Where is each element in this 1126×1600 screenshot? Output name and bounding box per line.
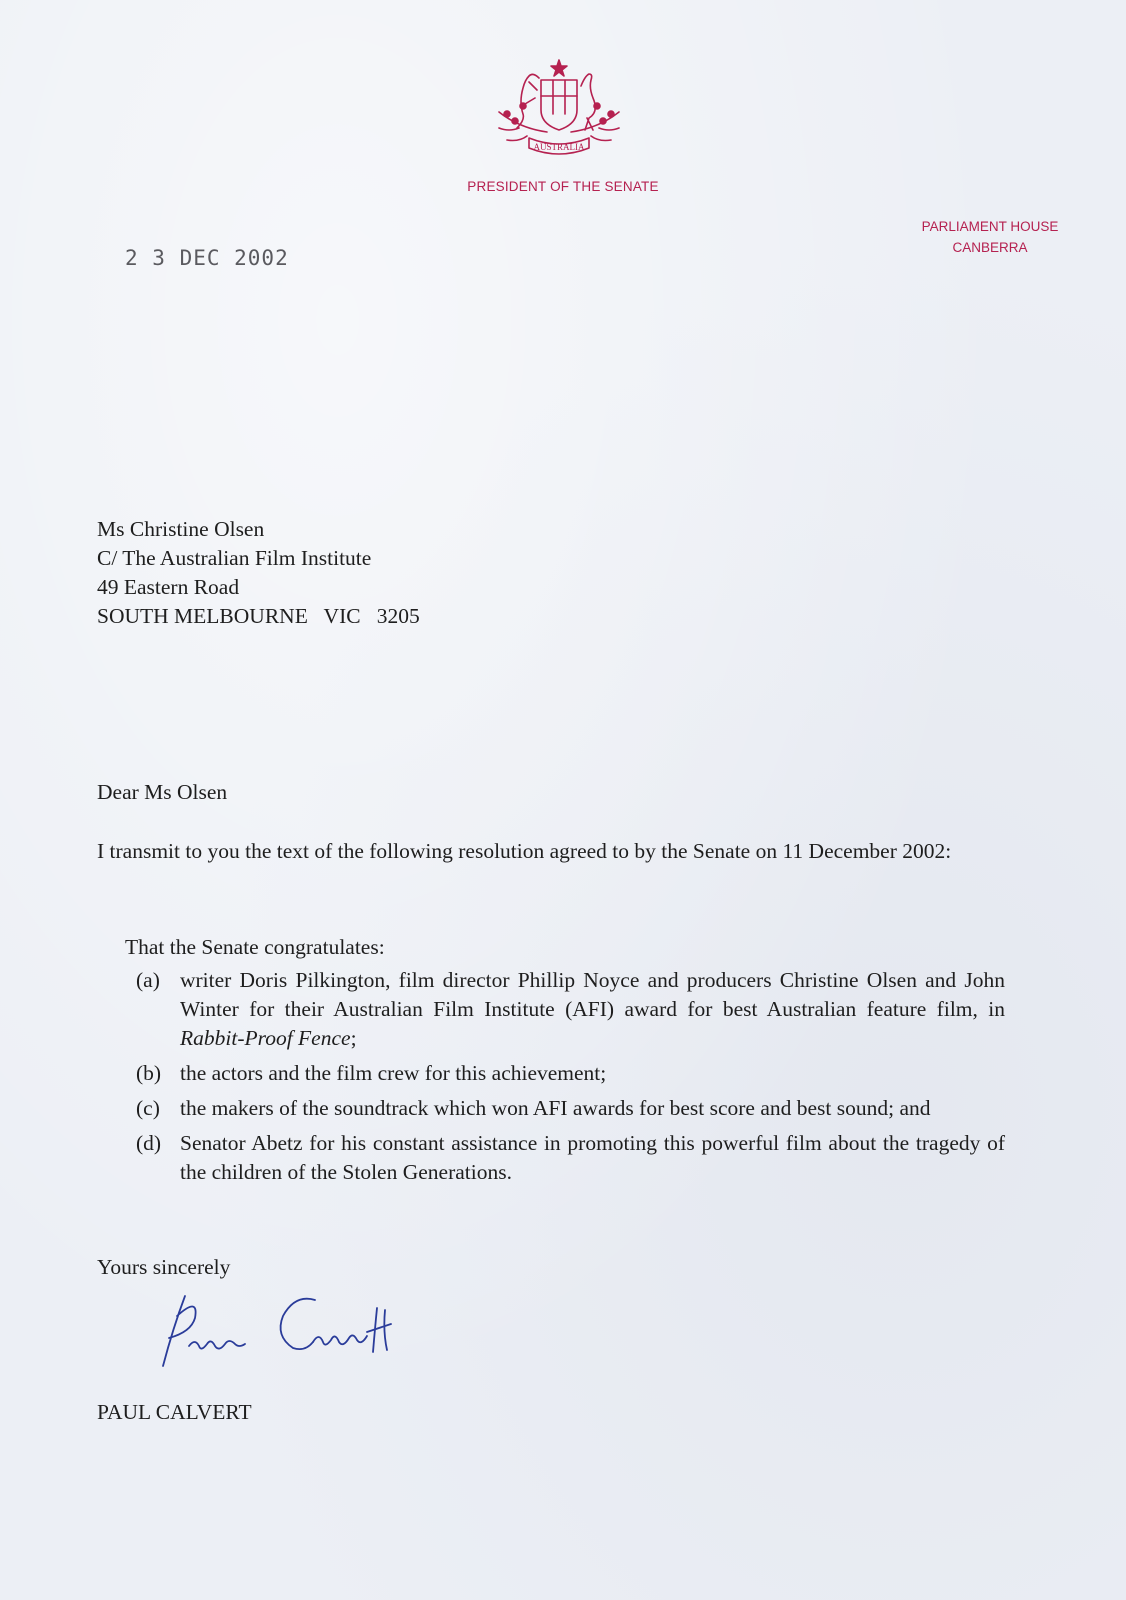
resolution-item — [125, 1094, 1005, 1123]
signer-name: PAUL CALVERT — [97, 1400, 252, 1424]
resolution-lead: That the Senate congratulates: — [125, 935, 385, 959]
recipient-line: SOUTH MELBOURNE VIC 3205 — [97, 604, 420, 628]
letterhead-address — [880, 216, 1100, 258]
resolution-item-text: the makers of the soundtrack which won AFI awards for best score and best sound; and — [180, 1096, 931, 1120]
salutation: Dear Ms Olsen — [97, 780, 228, 804]
resolution-item-text: the actors and the film crew for this achievement; — [180, 1061, 607, 1085]
letterhead-address-line: PARLIAMENT HOUSE — [921, 219, 1059, 234]
recipient-address — [97, 515, 420, 631]
resolution-item-label: (c) — [136, 1096, 160, 1120]
letterhead-address-line: CANBERRA — [952, 240, 1028, 255]
film-title: Rabbit-Proof Fence — [180, 1026, 351, 1050]
date-stamp: 2 3 DEC 2002 — [125, 246, 289, 270]
coat-of-arms-icon — [489, 58, 629, 168]
recipient-line: Ms Christine Olsen — [97, 517, 265, 541]
intro-paragraph: I transmit to you the text of the following resolution agreed to by the Senate on 11 December 2002: — [97, 839, 952, 863]
letterhead-office-title: PRESIDENT OF THE SENATE — [467, 179, 659, 194]
resolution-item-text: Senator Abetz for his constant assistance in promoting this powerful film about the tragedy of the children of the Stolen Generations. — [180, 1131, 1005, 1184]
closing: Yours sincerely — [97, 1255, 231, 1279]
handwritten-signature — [155, 1288, 425, 1378]
recipient-line: C/ The Australian Film Institute — [97, 546, 372, 570]
resolution-item — [125, 966, 1005, 1053]
resolution-item — [125, 1129, 1005, 1187]
resolution-item-label: (a) — [136, 968, 160, 992]
resolution-item-text: writer Doris Pilkington, film director Phillip Noyce and producers Christine Olsen and John Winter for their Australian Film Institute (AFI) award for best Australian feature film, in Rabbit-Proof Fence; — [180, 968, 1005, 1050]
resolution-item-label: (b) — [136, 1061, 162, 1085]
recipient-line: 49 Eastern Road — [97, 575, 240, 599]
resolution-item-label: (d) — [136, 1131, 162, 1155]
svg-text:AUSTRALIA: AUSTRALIA — [533, 142, 585, 152]
resolution-item — [125, 1059, 1005, 1088]
resolution-block — [125, 933, 1005, 1193]
